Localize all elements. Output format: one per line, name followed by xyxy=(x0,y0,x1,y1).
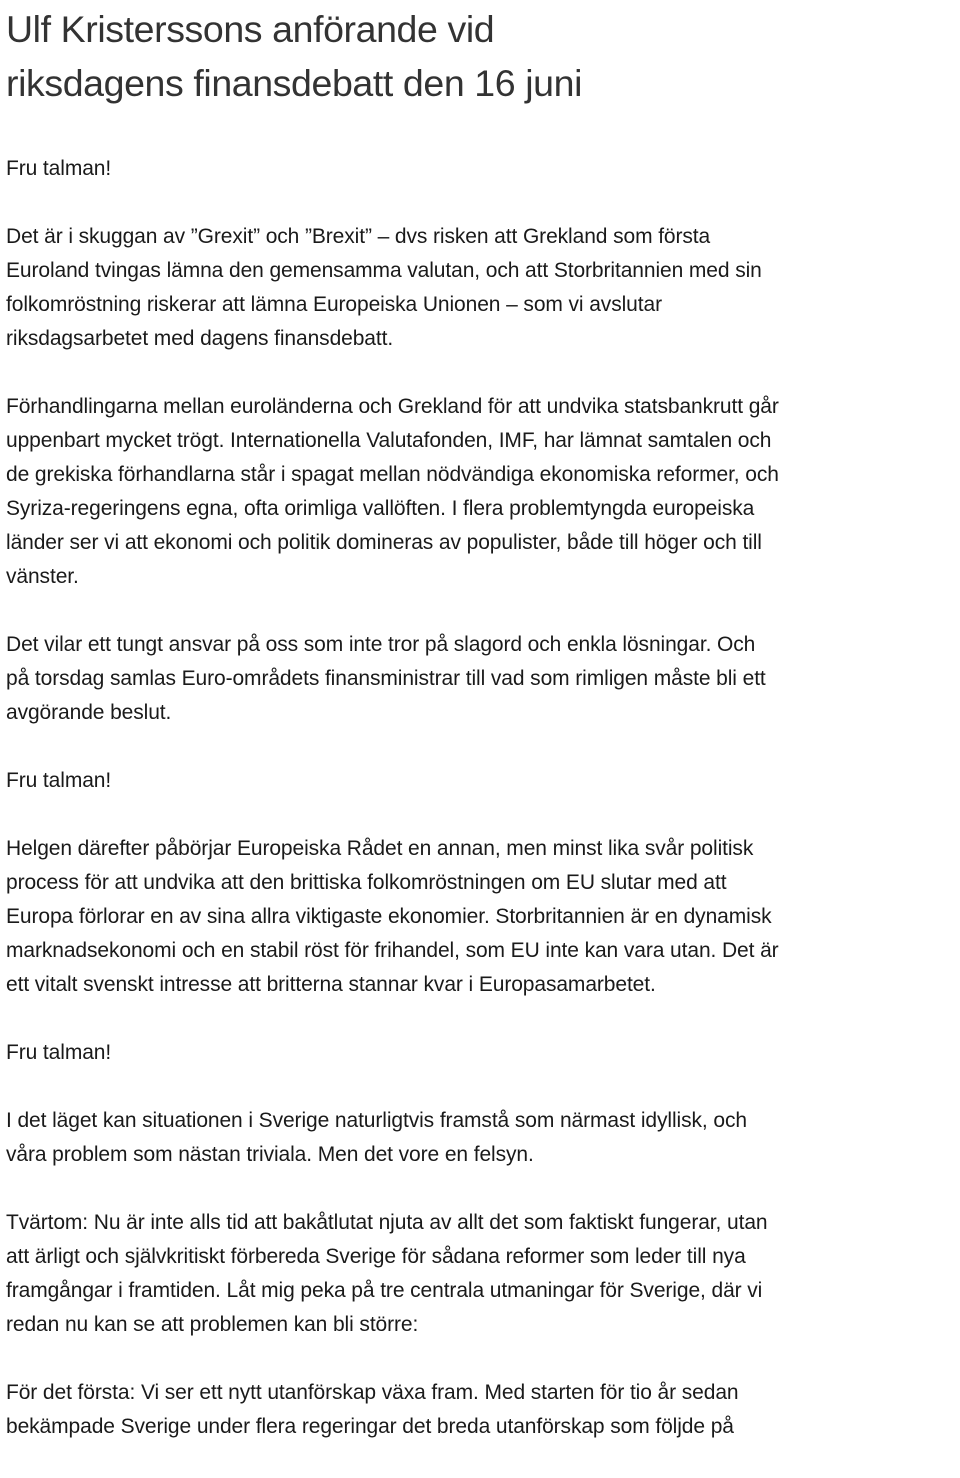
text-line: redan nu kan se att problemen kan bli större: xyxy=(6,1313,419,1336)
salutation xyxy=(6,152,958,186)
text-line: Fru talman! xyxy=(6,769,112,792)
text-line: folkomröstning riskerar att lämna Europeiska Unionen – som vi avslutar xyxy=(6,293,662,316)
text-line: marknadsekonomi och en stabil röst för frihandel, som EU inte kan vara utan. Det är xyxy=(6,939,779,962)
document-title xyxy=(6,0,958,110)
text-line: Euroland tvingas lämna den gemensamma valutan, och att Storbritannien med sin xyxy=(6,259,762,282)
document-page xyxy=(6,0,958,1438)
text-line: Europa förlorar en av sina allra viktigaste ekonomier. Storbritannien är en dynamisk xyxy=(6,905,772,928)
text-line: avgörande beslut. xyxy=(6,701,172,724)
text-line: Tvärtom: Nu är inte alls tid att bakåtlutat njuta av allt det som faktiskt fungerar, utan xyxy=(6,1211,768,1234)
text-line: Fru talman! xyxy=(6,1041,112,1064)
title-line: Ulf Kristerssons anförande vid xyxy=(6,8,495,50)
text-line: För det första: Vi ser ett nytt utanförskap växa fram. Med starten för tio år sedan xyxy=(6,1381,739,1404)
text-line: vänster. xyxy=(6,565,79,588)
text-line: Syriza-regeringens egna, ofta orimliga vallöften. I flera problemtyngda europeiska xyxy=(6,497,755,520)
text-line: på torsdag samlas Euro-områdets finansministrar till vad som rimligen måste bli ett xyxy=(6,667,766,690)
text-line: riksdagsarbetet med dagens finansdebatt. xyxy=(6,327,394,350)
text-line: Det är i skuggan av ”Grexit” och ”Brexit” – dvs risken att Grekland som första xyxy=(6,225,711,248)
text-line: framgångar i framtiden. Låt mig peka på tre centrala utmaningar för Sverige, där vi xyxy=(6,1279,763,1302)
text-line: att ärligt och självkritiskt förbereda Sverige för sådana reformer som leder till nya xyxy=(6,1245,746,1268)
text-line: Det vilar ett tungt ansvar på oss som inte tror på slagord och enkla lösningar. Och xyxy=(6,633,756,656)
paragraph xyxy=(6,1376,958,1444)
text-line: bekämpade Sverige under flera regeringar det breda utanförskap som följde på xyxy=(6,1415,734,1438)
text-line: Fru talman! xyxy=(6,157,112,180)
document-body xyxy=(6,152,958,1478)
salutation xyxy=(6,1036,958,1070)
paragraph xyxy=(6,628,958,730)
paragraph xyxy=(6,390,958,594)
text-line: I det läget kan situationen i Sverige naturligtvis framstå som närmast idyllisk, och xyxy=(6,1109,747,1132)
paragraph xyxy=(6,1206,958,1342)
paragraph xyxy=(6,220,958,356)
paragraph xyxy=(6,1104,958,1172)
text-line: länder ser vi att ekonomi och politik domineras av populister, både till höger och till xyxy=(6,531,762,554)
title-line: riksdagens finansdebatt den 16 juni xyxy=(6,62,583,104)
text-line: uppenbart mycket trögt. Internationella Valutafonden, IMF, har lämnat samtalen och xyxy=(6,429,772,452)
text-line: Helgen därefter påbörjar Europeiska Rådet en annan, men minst lika svår politisk xyxy=(6,837,754,860)
paragraph xyxy=(6,832,958,1002)
text-line: de grekiska förhandlarna står i spagat mellan nödvändiga ekonomiska reformer, och xyxy=(6,463,779,486)
text-line: våra problem som nästan triviala. Men det vore en felsyn. xyxy=(6,1143,534,1166)
text-line: ett vitalt svenskt intresse att britterna stannar kvar i Europasamarbetet. xyxy=(6,973,656,996)
salutation xyxy=(6,764,958,798)
text-line: Förhandlingarna mellan euroländerna och Grekland för att undvika statsbankrutt går xyxy=(6,395,779,418)
text-line: process för att undvika att den brittiska folkomröstningen om EU slutar med att xyxy=(6,871,727,894)
